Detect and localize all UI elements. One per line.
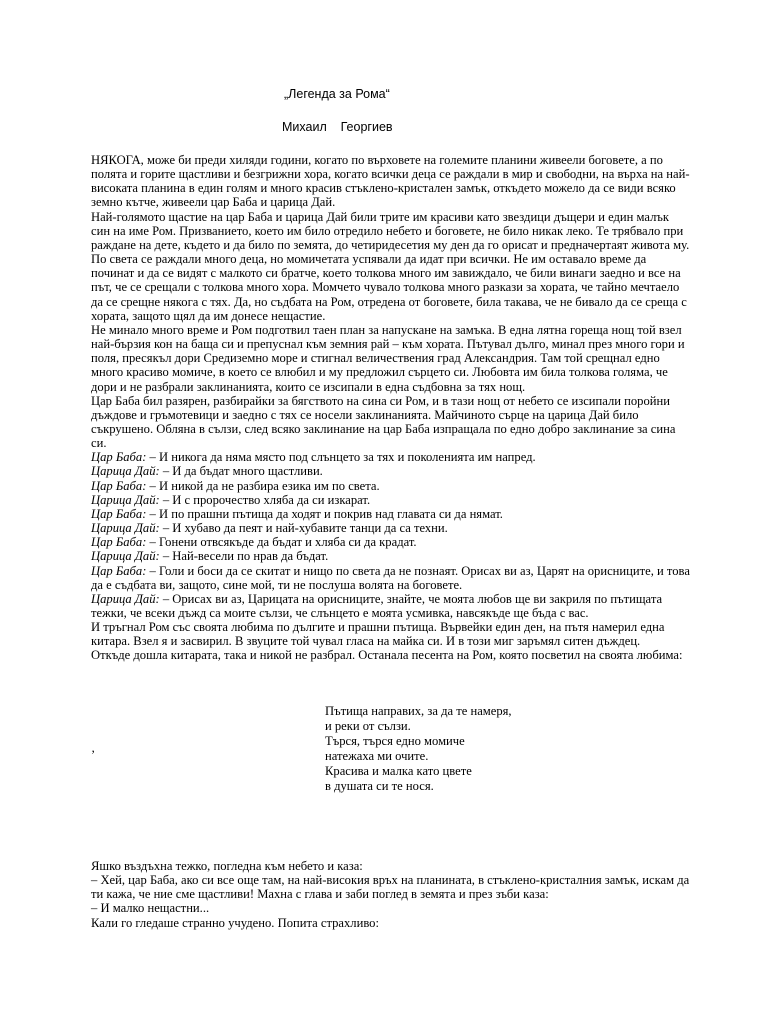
speaker-name: Царица Дай: bbox=[91, 464, 160, 479]
speaker-name: Царица Дай: bbox=[91, 591, 160, 606]
poem-line: и реки от сълзи. bbox=[325, 719, 411, 733]
dialogue-line bbox=[91, 549, 691, 563]
song-poem bbox=[325, 704, 625, 794]
document-title: „Легенда за Рома“ bbox=[284, 87, 390, 101]
paragraph: Най-голямото щастие на цар Баба и царица Дай били трите им красиви като звездици дъщери и един малък син на име Ром. Призванието, което им било отредило небето и боговете, не било никак леко. Те трябвало при раждане на дете, където и да било по земята, до четиридесетия му ден да го орисат и предначертаят живота му. По света се раждали много деца, но момичетата успявали да идат при всички. Не им оставало време да починат и да се видят с малкото си братче, което толкова много им завиждало, че били винаги заедно и все на път, че се срещали с толкова много хора. Момчето чувало толкова много разкази за хората, че тайно мечтаело да се срещне някога с тях. Да, но съдбата на Ром, отредена от боговете, била такава, че не бивало да се среща с хората, защото щял да им донесе нещастие. bbox=[91, 209, 690, 323]
dialogue-line bbox=[91, 479, 691, 493]
document-author: Михаил Георгиев bbox=[282, 120, 393, 134]
dialogue-line bbox=[91, 521, 691, 535]
dialogue-line bbox=[91, 564, 691, 592]
dialogue-text: – И хубаво да пеят и най-хубавите танци да са техни. bbox=[159, 521, 448, 536]
speaker-name: Цар Баба: bbox=[91, 478, 147, 493]
dialogue-text: – И с пророчество хляба да си изкарат. bbox=[159, 492, 371, 507]
poem-line: в душата си те нося. bbox=[325, 779, 434, 793]
stray-comma: ‚ bbox=[91, 741, 96, 755]
dialogue-text: – Орисах ви аз, Царицата на орисниците, знайте, че моята любов ще ви закриля по пътищата тежки, че всеки дъжд са моите сълзи, че слънцето е моята усмивка, навсякъде ще бъда с вас. bbox=[91, 591, 663, 620]
paragraph: И тръгнал Ром със своята любима по дългите и прашни пътища. Вървейки един ден, на пътя намерил една китара. Взел я и засвирил. В звуците той чувал гласа на майка си. И в този миг заръмял ситен дъждец. bbox=[91, 620, 665, 649]
paragraph: Не минало много време и Ром подготвил таен план за напускане на замъка. В една лятна гореща нощ той взел най-бързия кон на баща си и препуснал към земния рай – към хората. Пътувал дълго, минал през много гори и поля, пресякъл дори Средиземно море и стигнал величествения град Александрия. Там той срещнал едно много красиво момиче, в което се влюбил и му предложил сърцето си. Любовта им била толкова голяма, че дори и не разбрали заклинанията, които се изсипали в една съдбовна за тях нощ. bbox=[91, 322, 685, 394]
paragraph: Кали го гледаше странно учудено. Попита страхливо: bbox=[91, 915, 379, 930]
speaker-name: Царица Дай: bbox=[91, 521, 160, 536]
paragraph: Цар Баба бил разярен, разбирайки за бягството на сина си Ром, и в тази нощ от небето се изсипали поройни дъждове и гръмотевици и заедно с тях се носели заклинанията. Майчиното сърце на царица Дай било съкрушено. Обляна в сълзи, след всяко заклинание на цар Баба изпращала по едно добро заклинание за сина си. bbox=[91, 393, 676, 451]
dialogue-text: – И да бъдат много щастливи. bbox=[159, 464, 323, 479]
dialogue-text: – Най-весели по нрав да бъдат. bbox=[159, 549, 329, 564]
dialogue-text: – Голи и боси да се скитат и нищо по света да не познаят. Орисах ви аз, Царят на орисниците, и това да е съдбата ви, защото, сине мой, ти не послуша волята на боговете. bbox=[91, 563, 690, 592]
poem-line: Пътища направих, за да те намеря, bbox=[325, 704, 512, 718]
paragraph: – И малко нещастни... bbox=[91, 901, 210, 916]
poem-line: Търся, търся едно момиче bbox=[325, 734, 465, 748]
dialogue-text: – И никой да не разбира езика им по света. bbox=[146, 478, 380, 493]
dialogue-line bbox=[91, 507, 691, 521]
speaker-name: Царица Дай: bbox=[91, 549, 160, 564]
poem-line: натежаха ми очите. bbox=[325, 749, 429, 763]
speaker-name: Цар Баба: bbox=[91, 506, 147, 521]
paragraph: – Хей, цар Баба, ако си все още там, на най-високия връх на планината, в стъклено-кристалния замък, искам да ти кажа, че ние сме щастливи! Махна с глава и заби поглед в земята и през зъби каза: bbox=[91, 873, 690, 902]
speaker-name: Цар Баба: bbox=[91, 535, 147, 550]
story-continuation bbox=[91, 859, 691, 930]
dialogue-line bbox=[91, 450, 691, 464]
speaker-name: Цар Баба: bbox=[91, 450, 147, 465]
paragraph: Яшко въздъхна тежко, погледна към небето и каза: bbox=[91, 859, 363, 873]
dialogue-line bbox=[91, 464, 691, 478]
dialogue-text: – Гонени отвсякъде да бъдат и хляба си да крадат. bbox=[146, 535, 417, 550]
dialogue-text: – И по прашни пътища да ходят и покрив над главата си да нямат. bbox=[146, 506, 503, 521]
dialogue-line bbox=[91, 493, 691, 507]
dialogue-line bbox=[91, 592, 691, 620]
story-body bbox=[91, 153, 691, 663]
dialogue-text: – И никога да няма място под слънцето за тях и поколенията им напред. bbox=[146, 450, 536, 465]
paragraph: Откъде дошла китарата, така и никой не разбрал. Останала песента на Ром, която посветил на своята любима: bbox=[91, 648, 683, 663]
speaker-name: Цар Баба: bbox=[91, 563, 147, 578]
speaker-name: Царица Дай: bbox=[91, 492, 160, 507]
dialogue-line bbox=[91, 535, 691, 549]
paragraph: НЯКОГА, може би преди хиляди години, когато по върховете на големите планини живеели боговете, а по полята и горите щастливи и безгрижни хора, когато всички деца се раждали в мир и свободни, на върха на най-високата планина в един голям и много красив стъклено-кристален замък, откъдето можело да се види всяко земно кътче, живеели цар Баба и царица Дай. bbox=[91, 153, 690, 210]
poem-line: Красива и малка като цвете bbox=[325, 764, 472, 778]
